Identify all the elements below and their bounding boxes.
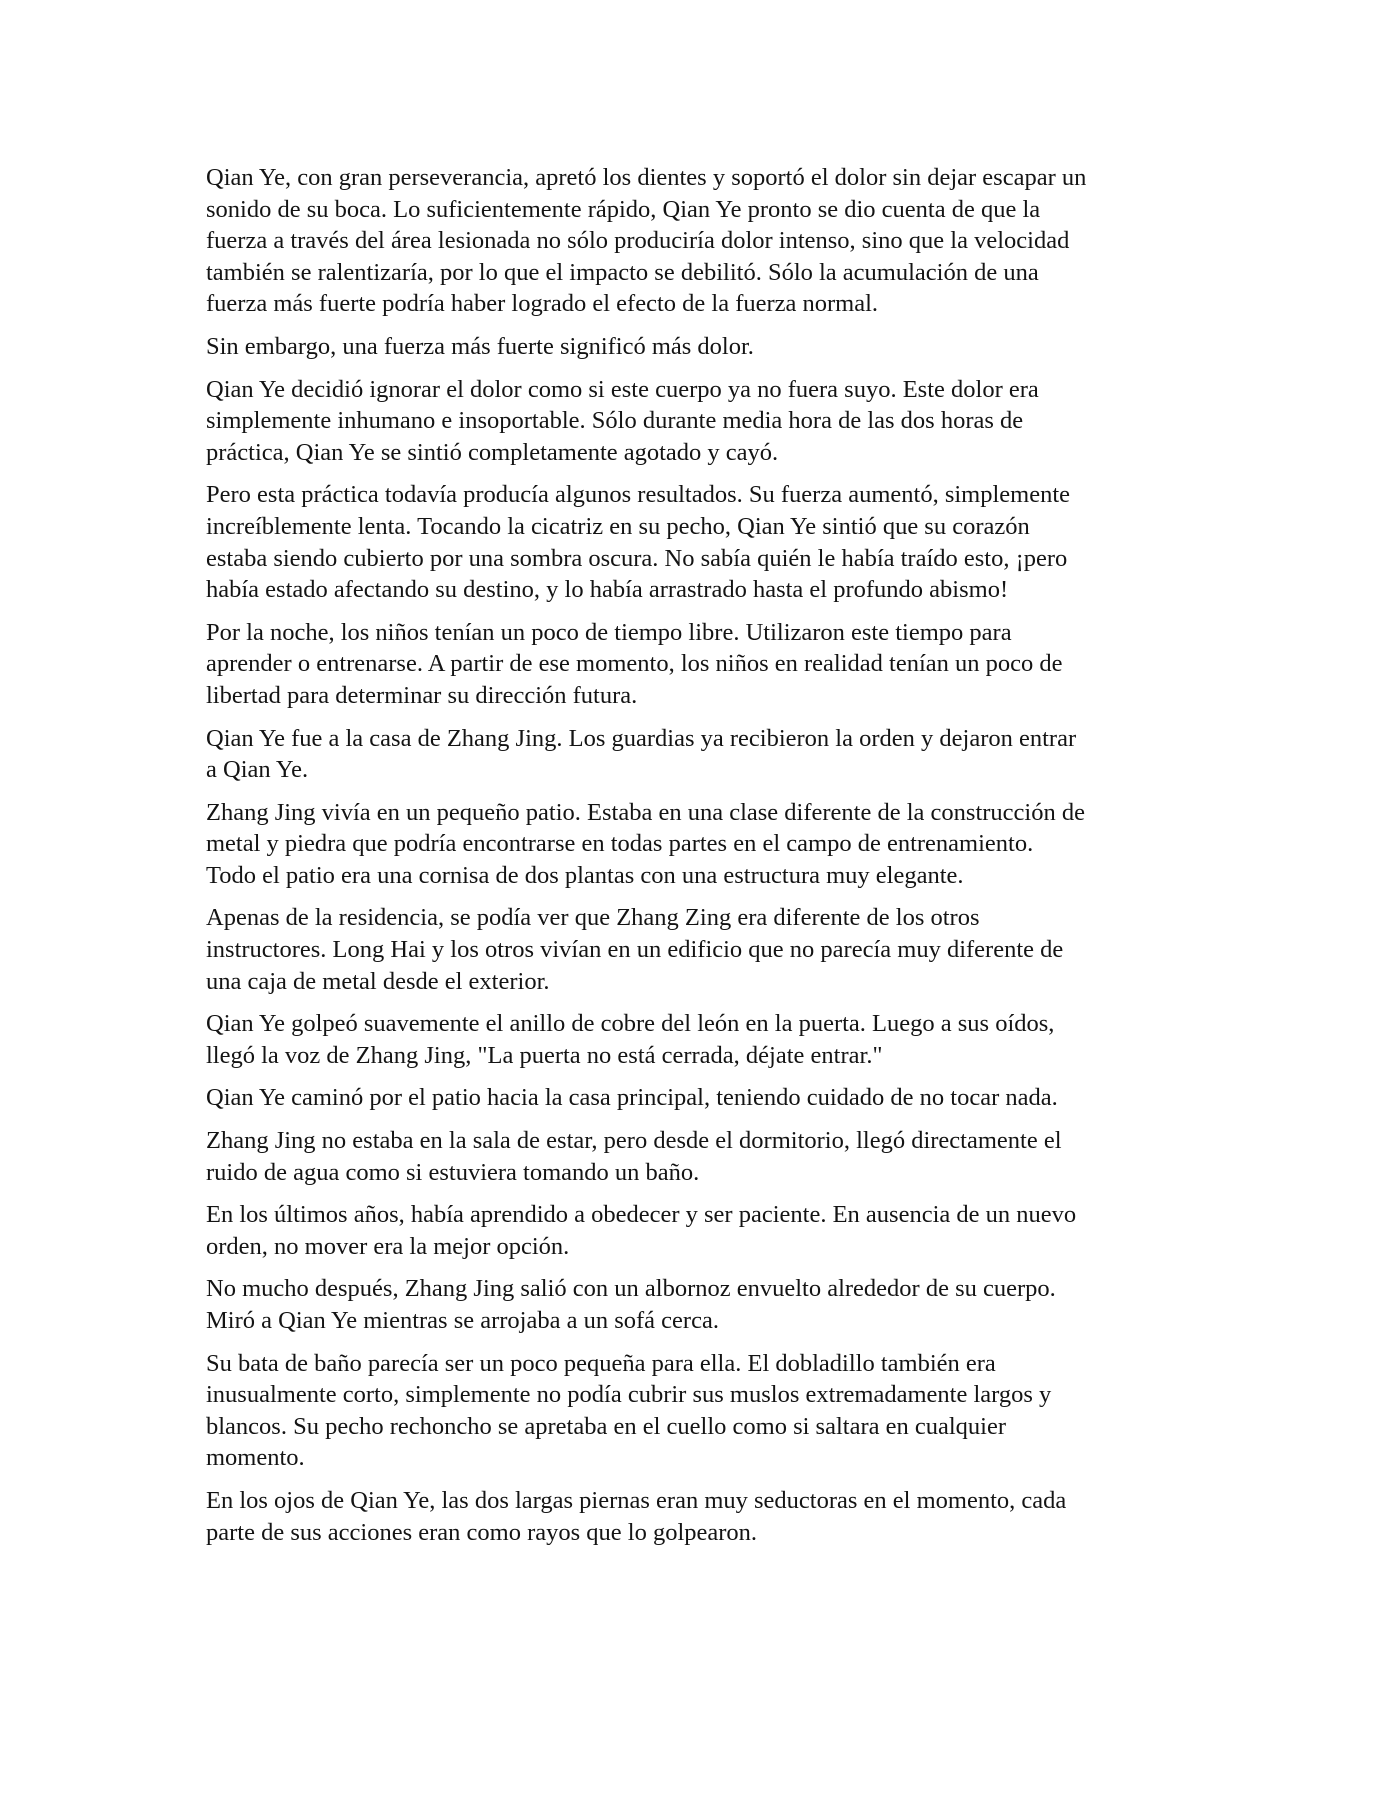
- document-body: [206, 162, 1206, 1559]
- text-line: estaba siendo cubierto por una sombra oscura. No sabía quién le había traído esto, ¡pero: [206, 544, 1068, 572]
- paragraph-7: [206, 797, 1206, 892]
- text-line: Zhang Jing no estaba en la sala de estar, pero desde el dormitorio, llegó directamente el: [206, 1127, 1062, 1155]
- text-line: simplemente inhumano e insoportable. Sólo durante media hora de las dos horas de: [206, 407, 1024, 435]
- paragraph-5: [206, 617, 1206, 712]
- text-line: Qian Ye golpeó suavemente el anillo de cobre del león en la puerta. Luego a sus oídos,: [206, 1010, 1055, 1038]
- text-line: Por la noche, los niños tenían un poco de tiempo libre. Utilizaron este tiempo para: [206, 618, 1012, 646]
- text-line: Qian Ye, con gran perseverancia, apretó los dientes y soportó el dolor sin dejar escapar un: [206, 164, 1087, 191]
- paragraph-9: [206, 1008, 1206, 1071]
- text-line: sonido de su boca. Lo suficientemente rápido, Qian Ye pronto se dio cuenta de que la: [206, 195, 1041, 223]
- text-line: parte de sus acciones eran como rayos que lo golpearon.: [206, 1518, 758, 1546]
- text-line: Pero esta práctica todavía producía algunos resultados. Su fuerza aumentó, simplemente: [206, 481, 1071, 509]
- text-line: Sin embargo, una fuerza más fuerte significó más dolor.: [206, 332, 754, 360]
- text-line: Qian Ye fue a la casa de Zhang Jing. Los guardias ya recibieron la orden y dejaron entrar: [206, 724, 1077, 752]
- text-line: orden, no mover era la mejor opción.: [206, 1232, 570, 1260]
- text-line: una caja de metal desde el exterior.: [206, 967, 550, 995]
- text-line: Miró a Qian Ye mientras se arrojaba a un sofá cerca.: [206, 1307, 719, 1334]
- paragraph-4: [206, 479, 1206, 605]
- paragraph-2: [206, 331, 1206, 363]
- text-line: Qian Ye decidió ignorar el dolor como si este cuerpo ya no fuera suyo. Este dolor era: [206, 375, 1039, 403]
- paragraph-13: [206, 1273, 1206, 1336]
- text-line: En los últimos años, había aprendido a obedecer y ser paciente. En ausencia de un nuevo: [206, 1201, 1077, 1229]
- paragraph-12: [206, 1199, 1206, 1262]
- paragraph-6: [206, 723, 1206, 786]
- text-line: momento.: [206, 1444, 305, 1472]
- text-line: libertad para determinar su dirección futura.: [206, 681, 638, 709]
- text-line: inusualmente corto, simplemente no podía cubrir sus muslos extremadamente largos y: [206, 1381, 1052, 1409]
- text-line: No mucho después, Zhang Jing salió con un albornoz envuelto alrededor de su cuerpo.: [206, 1275, 1056, 1303]
- text-line: aprender o entrenarse. A partir de ese momento, los niños en realidad tenían un poco de: [206, 650, 1063, 678]
- paragraph-11: [206, 1125, 1206, 1188]
- text-line: Apenas de la residencia, se podía ver que Zhang Zing era diferente de los otros: [206, 904, 980, 932]
- paragraph-8: [206, 902, 1206, 997]
- text-line: había estado afectando su destino, y lo había arrastrado hasta el profundo abismo!: [206, 576, 1009, 604]
- text-line: Qian Ye caminó por el patio hacia la casa principal, teniendo cuidado de no tocar nada.: [206, 1084, 1058, 1112]
- text-line: fuerza a través del área lesionada no sólo produciría dolor intenso, sino que la velocidad: [206, 227, 1070, 255]
- text-line: Zhang Jing vivía en un pequeño patio. Estaba en una clase diferente de la construcción de: [206, 798, 1085, 826]
- paragraph-1: [206, 162, 1206, 320]
- text-line: llegó la voz de Zhang Jing, "La puerta no está cerrada, déjate entrar.": [206, 1041, 883, 1069]
- text-line: Su bata de baño parecía ser un poco pequeña para ella. El dobladillo también era: [206, 1349, 996, 1377]
- text-line: En los ojos de Qian Ye, las dos largas piernas eran muy seductoras en el momento, cada: [206, 1486, 1067, 1514]
- text-line: instructores. Long Hai y los otros vivían en un edificio que no parecía muy diferente de: [206, 936, 1064, 964]
- paragraph-10: [206, 1082, 1206, 1114]
- text-line: práctica, Qian Ye se sintió completamente agotado y cayó.: [206, 438, 779, 466]
- paragraph-14: [206, 1348, 1206, 1474]
- text-line: también se ralentizaría, por lo que el impacto se debilitó. Sólo la acumulación de una: [206, 258, 1039, 286]
- text-line: metal y piedra que podría encontrarse en todas partes en el campo de entrenamiento.: [206, 830, 1034, 858]
- text-line: increíblemente lenta. Tocando la cicatriz en su pecho, Qian Ye sintió que su corazón: [206, 512, 1030, 540]
- paragraph-3: [206, 374, 1206, 469]
- text-line: a Qian Ye.: [206, 756, 309, 784]
- text-line: Todo el patio era una cornisa de dos plantas con una estructura muy elegante.: [206, 861, 964, 889]
- text-line: blancos. Su pecho rechoncho se apretaba en el cuello como si saltara en cualquier: [206, 1412, 1007, 1440]
- text-line: ruido de agua como si estuviera tomando un baño.: [206, 1158, 700, 1186]
- paragraph-15: [206, 1485, 1206, 1548]
- text-line: fuerza más fuerte podría haber logrado el efecto de la fuerza normal.: [206, 290, 879, 318]
